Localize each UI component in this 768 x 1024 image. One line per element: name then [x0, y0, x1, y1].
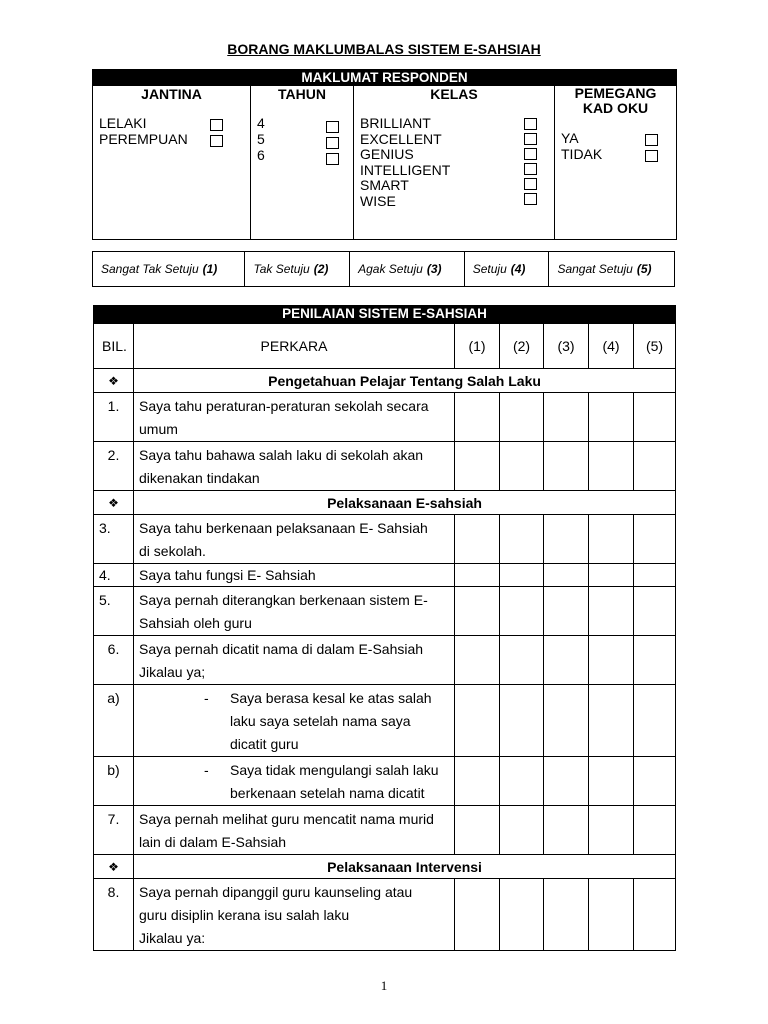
diamond-bullet-icon: ❖ [94, 491, 134, 515]
table-row [94, 587, 676, 636]
item-statement: Saya tahu fungsi E- Sahsiah [134, 564, 455, 587]
score-cell[interactable] [589, 685, 634, 757]
scale-1: Sangat Tak Setuju (1) [93, 252, 245, 286]
item-number: 6. [94, 636, 134, 685]
scale-2: Tak Setuju (2) [245, 252, 350, 286]
score-cell[interactable] [634, 879, 676, 951]
score-cell[interactable] [589, 587, 634, 636]
scale-legend [92, 251, 675, 287]
score-cell[interactable] [455, 879, 500, 951]
section-title: Pelaksanaan E-sahsiah [134, 491, 676, 515]
score-cell[interactable] [589, 393, 634, 442]
scale-3: Agak Setuju (3) [350, 252, 465, 286]
tahun-heading: TAHUN [278, 86, 326, 102]
item-statement: Saya tahu berkenaan pelaksanaan E- Sahsiah di sekolah. [134, 515, 455, 564]
score-cell[interactable] [544, 757, 589, 806]
score-cell[interactable] [455, 564, 500, 587]
option-wise: WISE [360, 193, 396, 209]
score-cell[interactable] [589, 564, 634, 587]
item-number: b) [94, 757, 134, 806]
score-cell[interactable] [500, 879, 544, 951]
checkbox-tidak[interactable] [645, 150, 658, 162]
score-cell[interactable] [500, 806, 544, 855]
item-number: 1. [94, 393, 134, 442]
score-cell[interactable] [500, 515, 544, 564]
item-statement: Saya pernah dipanggil guru kaunseling atau guru disiplin kerana isu salah laku Jikalau ya: [134, 879, 455, 951]
score-cell[interactable] [544, 393, 589, 442]
score-cell[interactable] [589, 806, 634, 855]
section-row [94, 491, 676, 515]
score-cell[interactable] [455, 393, 500, 442]
table-row [94, 515, 676, 564]
col-score-1: (1) [455, 324, 500, 369]
item-statement: Saya tahu peraturan-peraturan sekolah secara umum [134, 393, 455, 442]
jantina-column [93, 86, 251, 239]
col-score-5: (5) [634, 324, 676, 369]
score-cell[interactable] [544, 587, 589, 636]
score-cell[interactable] [500, 393, 544, 442]
score-cell[interactable] [544, 806, 589, 855]
score-cell[interactable] [634, 806, 676, 855]
col-score-4: (4) [589, 324, 634, 369]
item-number: 2. [94, 442, 134, 491]
checkbox-genius[interactable] [524, 148, 537, 160]
checkbox-perempuan[interactable] [210, 135, 223, 147]
table-row [94, 636, 676, 685]
kelas-heading: KELAS [430, 86, 478, 102]
item-statement: Saya pernah diterangkan berkenaan sistem E- Sahsiah oleh guru [134, 587, 455, 636]
score-cell[interactable] [500, 587, 544, 636]
score-cell[interactable] [544, 442, 589, 491]
col-score-2: (2) [500, 324, 544, 369]
score-cell[interactable] [589, 757, 634, 806]
score-cell[interactable] [634, 636, 676, 685]
checkbox-brilliant[interactable] [524, 118, 537, 130]
table-row [94, 685, 676, 757]
score-cell[interactable] [500, 636, 544, 685]
item-number: 8. [94, 879, 134, 951]
score-cell[interactable] [544, 879, 589, 951]
score-cell[interactable] [455, 442, 500, 491]
assessment-header: PENILAIAN SISTEM E-SAHSIAH [94, 306, 676, 324]
table-row [94, 806, 676, 855]
checkbox-excellent[interactable] [524, 133, 537, 145]
item-statement: - Saya berasa kesal ke atas salah laku saya setelah nama saya dicatit guru [134, 685, 455, 757]
oku-column [555, 86, 676, 239]
score-cell[interactable] [455, 636, 500, 685]
tahun-column [251, 86, 354, 239]
score-cell[interactable] [634, 442, 676, 491]
section-row [94, 855, 676, 879]
checkbox-lelaki[interactable] [210, 119, 223, 131]
checkbox-tahun-4[interactable] [326, 121, 339, 133]
item-number: 3. [94, 515, 134, 564]
option-intelligent: INTELLIGENT [360, 162, 451, 178]
oku-heading-line1: PEMEGANG [574, 85, 657, 101]
scale-5: Sangat Setuju (5) [557, 262, 652, 276]
option-perempuan: PEREMPUAN [99, 131, 188, 147]
item-statement: Saya tahu bahawa salah laku di sekolah akan dikenakan tindakan [134, 442, 455, 491]
score-cell[interactable] [589, 879, 634, 951]
option-tahun-4: 4 [257, 115, 265, 131]
score-cell[interactable] [634, 685, 676, 757]
assessment-table [93, 305, 676, 951]
score-cell[interactable] [634, 587, 676, 636]
score-cell[interactable] [634, 564, 676, 587]
option-tahun-5: 5 [257, 131, 265, 147]
score-cell[interactable] [500, 757, 544, 806]
score-cell[interactable] [589, 636, 634, 685]
score-cell[interactable] [455, 515, 500, 564]
item-statement: Saya pernah dicatit nama di dalam E-Sahsiah Jikalau ya; [134, 636, 455, 685]
table-row [94, 442, 676, 491]
col-score-3: (3) [544, 324, 589, 369]
form-title: BORANG MAKLUMBALAS SISTEM E-SAHSIAH [227, 41, 541, 57]
item-number: 4. [94, 564, 134, 587]
score-cell[interactable] [589, 515, 634, 564]
score-cell[interactable] [544, 636, 589, 685]
score-cell[interactable] [455, 685, 500, 757]
respondent-table [92, 69, 677, 240]
score-cell[interactable] [544, 515, 589, 564]
checkbox-tahun-5[interactable] [326, 137, 339, 149]
score-cell[interactable] [589, 442, 634, 491]
checkbox-ya[interactable] [645, 134, 658, 146]
assessment-header-row [94, 306, 676, 324]
section-title: Pelaksanaan Intervensi [134, 855, 676, 879]
column-header-row [94, 324, 676, 369]
score-cell[interactable] [455, 757, 500, 806]
item-number: a) [94, 685, 134, 757]
diamond-bullet-icon: ❖ [94, 855, 134, 879]
scale-4: Setuju (4) [465, 252, 550, 286]
checkbox-smart[interactable] [524, 178, 537, 190]
score-cell[interactable] [634, 393, 676, 442]
kelas-column [354, 86, 555, 239]
table-row [94, 564, 676, 587]
score-cell[interactable] [634, 757, 676, 806]
option-smart: SMART [360, 177, 409, 193]
score-cell[interactable] [634, 515, 676, 564]
checkbox-tahun-6[interactable] [326, 153, 339, 165]
oku-heading [555, 86, 676, 116]
item-statement: - Saya tidak mengulangi salah laku berkenaan setelah nama dicatit [134, 757, 455, 806]
col-bil: BIL. [94, 324, 134, 369]
oku-heading-line2: KAD OKU [582, 100, 649, 116]
score-cell[interactable] [544, 685, 589, 757]
score-cell[interactable] [455, 806, 500, 855]
option-tahun-6: 6 [257, 147, 265, 163]
option-excellent: EXCELLENT [360, 131, 442, 147]
score-cell[interactable] [544, 564, 589, 587]
item-number: 7. [94, 806, 134, 855]
table-row [94, 879, 676, 951]
score-cell[interactable] [500, 442, 544, 491]
jantina-heading: JANTINA [141, 86, 202, 102]
item-statement: Saya pernah melihat guru mencatit nama murid lain di dalam E-Sahsiah [134, 806, 455, 855]
option-ya: YA [561, 130, 579, 146]
section-row [94, 369, 676, 393]
option-genius: GENIUS [360, 146, 414, 162]
option-brilliant: BRILLIANT [360, 115, 431, 131]
score-cell[interactable] [455, 587, 500, 636]
table-row [94, 393, 676, 442]
table-row [94, 757, 676, 806]
checkbox-intelligent[interactable] [524, 163, 537, 175]
checkbox-wise[interactable] [524, 193, 537, 205]
option-lelaki: LELAKI [99, 115, 147, 131]
option-tidak: TIDAK [561, 146, 603, 162]
score-cell[interactable] [500, 685, 544, 757]
section-title: Pengetahuan Pelajar Tentang Salah Laku [134, 369, 676, 393]
item-number: 5. [94, 587, 134, 636]
respondent-header: MAKLUMAT RESPONDEN [93, 70, 676, 86]
page-number: 1 [380, 978, 388, 993]
score-cell[interactable] [500, 564, 544, 587]
col-perkara: PERKARA [134, 324, 455, 369]
diamond-bullet-icon: ❖ [94, 369, 134, 393]
